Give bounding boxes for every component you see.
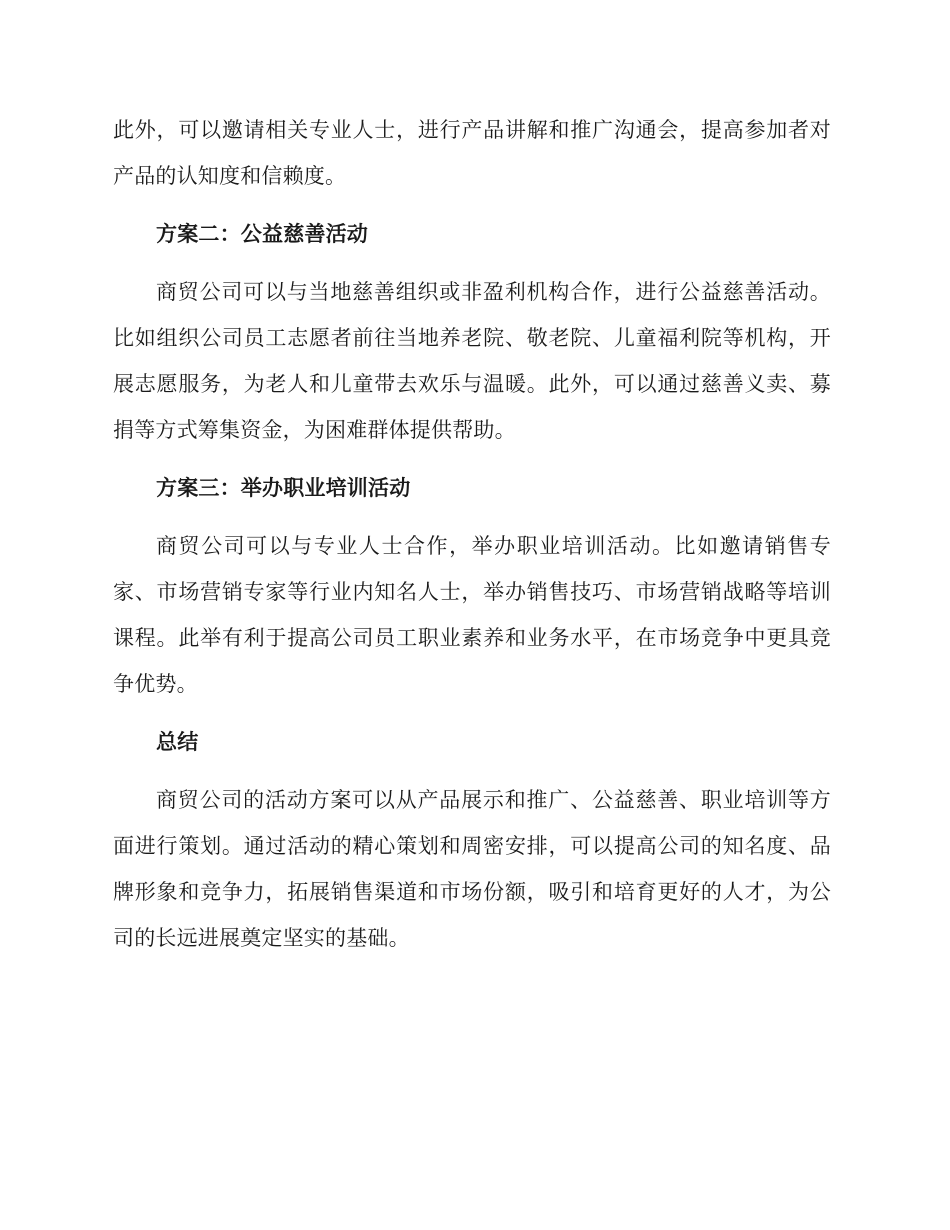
document-body bbox=[113, 107, 831, 973]
section-heading-plan-three: 方案三：举办职业培训活动 bbox=[156, 476, 411, 500]
section-heading-plan-two: 方案二：公益慈善活动 bbox=[156, 222, 368, 246]
plan-two-paragraph: 商贸公司可以与当地慈善组织或非盈利机构合作，进行公益慈善活动。比如组织公司员工志愿者前往当地养老院、敬老院、儿童福利院等机构，开展志愿服务，为老人和儿童带去欢乐与温暖。此外，可以通过慈善义卖、募捐等方式筹集资金，为困难群体提供帮助。 bbox=[113, 280, 831, 442]
plan-three-paragraph: 商贸公司可以与专业人士合作，举办职业培训活动。比如邀请销售专家、市场营销专家等行业内知名人士，举办销售技巧、市场营销战略等培训课程。此举有利于提高公司员工职业素养和业务水平，在市场竞争中更具竞争优势。 bbox=[113, 534, 831, 696]
section-heading-summary: 总结 bbox=[156, 730, 199, 754]
summary-paragraph: 商贸公司的活动方案可以从产品展示和推广、公益慈善、职业培训等方面进行策划。通过活动的精心策划和周密安排，可以提高公司的知名度、品牌形象和竞争力，拓展销售渠道和市场份额，吸引和培育更好的人才，为公司的长远进展奠定坚实的基础。 bbox=[113, 788, 831, 950]
intro-paragraph: 此外，可以邀请相关专业人士，进行产品讲解和推广沟通会，提高参加者对产品的认知度和信赖度。 bbox=[113, 118, 831, 188]
